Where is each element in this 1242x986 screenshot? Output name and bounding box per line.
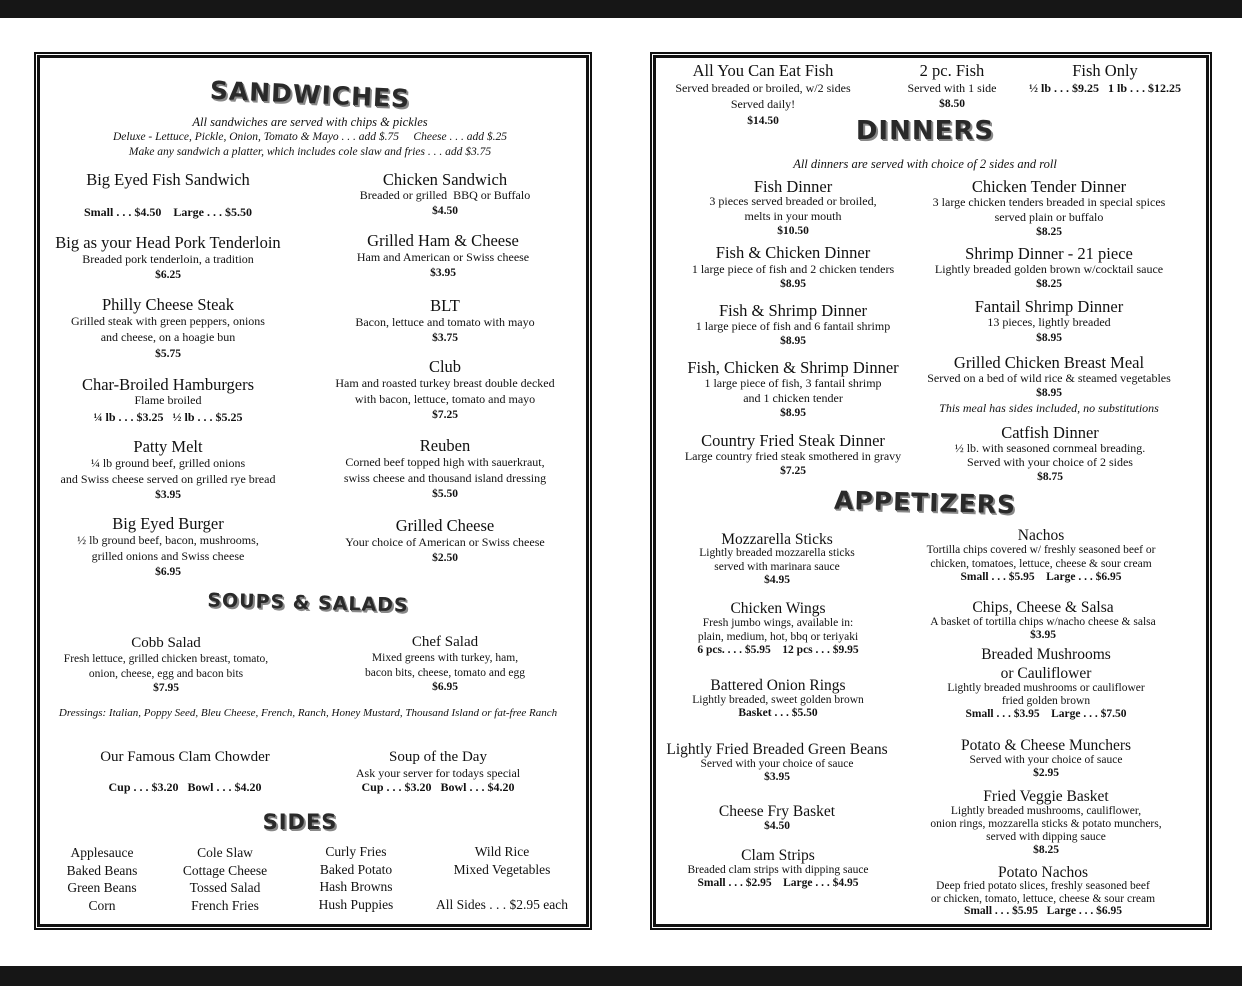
menu-item-title: Clam Strips bbox=[741, 847, 815, 864]
menu-item-desc: Lightly breaded mozzarella sticks bbox=[699, 547, 855, 559]
menu-item-desc: A basket of tortilla chips w/nacho cheese & salsa bbox=[930, 616, 1156, 628]
menu-item-title: Grilled Cheese bbox=[395, 516, 495, 535]
side-item: Cottage Cheese bbox=[182, 863, 268, 878]
menu-item-title: Shrimp Dinner - 21 piece bbox=[965, 244, 1133, 263]
menu-item-price: $7.25 bbox=[780, 465, 806, 477]
menu-item-price: Small . . . $5.95 Large . . . $6.95 bbox=[963, 905, 1123, 917]
side-item: Mixed Vegetables bbox=[453, 862, 551, 877]
side-item: Corn bbox=[88, 898, 116, 913]
menu-item-desc: Breaded clam strips with dipping sauce bbox=[687, 864, 869, 876]
menu-item-title: Potato & Cheese Munchers bbox=[960, 737, 1132, 754]
menu-item-title: 2 pc. Fish bbox=[919, 61, 985, 80]
menu-item-price: $4.50 bbox=[432, 205, 458, 217]
menu-item-price: $8.50 bbox=[939, 98, 965, 110]
side-item: Hash Browns bbox=[319, 879, 393, 894]
menu-item-desc: 1 large piece of fish and 6 fantail shrimp bbox=[695, 319, 891, 333]
menu-item-title: Big Eyed Burger bbox=[112, 514, 224, 533]
menu-item-title: Fantail Shrimp Dinner bbox=[974, 297, 1124, 316]
menu-item-desc: Served on a bed of wild rice & steamed vegetables bbox=[927, 371, 1171, 385]
soups-salads-header: SOUPS & SALADS bbox=[207, 589, 409, 617]
menu-item-price: $8.25 bbox=[1033, 844, 1059, 856]
menu-item-price: $2.95 bbox=[1033, 767, 1059, 779]
menu-item-desc: Tortilla chips covered w/ freshly seasoned beef or bbox=[926, 544, 1156, 556]
side-item: Cole Slaw bbox=[197, 845, 253, 860]
menu-item-price: 6 pcs. . . . $5.95 12 pcs . . . $9.95 bbox=[697, 644, 859, 656]
menu-item-title: Fish Dinner bbox=[753, 177, 833, 196]
menu-item-desc: Ham and American or Swiss cheese bbox=[356, 250, 530, 264]
menu-item-title: Grilled Chicken Breast Meal bbox=[953, 353, 1145, 372]
menu-item-title: Fish & Chicken Dinner bbox=[715, 243, 871, 262]
menu-item-price: Cup . . . $3.20 Bowl . . . $4.20 bbox=[361, 780, 515, 794]
menu-item-price: $3.95 bbox=[430, 267, 456, 279]
menu-item-price: Cup . . . $3.20 Bowl . . . $4.20 bbox=[108, 780, 262, 794]
menu-item-desc: Breaded or grilled BBQ or Buffalo bbox=[359, 188, 531, 202]
menu-item-desc: served with dipping sauce bbox=[986, 831, 1106, 843]
menu-item-desc: and 1 chicken tender bbox=[743, 391, 843, 405]
menu-item-title: Grilled Ham & Cheese bbox=[367, 231, 519, 250]
menu-item-price: $4.50 bbox=[764, 820, 790, 832]
menu-item-desc: 13 pieces, lightly breaded bbox=[987, 315, 1111, 329]
menu-item-title: Chicken Wings bbox=[730, 600, 826, 617]
menu-item-price: $4.95 bbox=[764, 574, 790, 586]
menu-item-desc: Fresh jumbo wings, available in: bbox=[702, 617, 854, 629]
menu-item-title: Chicken Tender Dinner bbox=[971, 177, 1127, 196]
side-item: Hush Puppies bbox=[318, 897, 394, 912]
dressings-note: Dressings: Italian, Poppy Seed, Bleu Cheese, French, Ranch, Honey Mustard, Thousand Island or fat-free Ranch bbox=[58, 707, 558, 719]
menu-item-price: Basket . . . $5.50 bbox=[738, 707, 818, 719]
menu-item-desc: Breaded pork tenderloin, a tradition bbox=[82, 252, 254, 266]
menu-item-price: $3.95 bbox=[764, 771, 790, 783]
side-item: Green Beans bbox=[67, 880, 137, 895]
menu-item-price: $7.95 bbox=[153, 682, 179, 694]
menu-item-desc: Fresh lettuce, grilled chicken breast, tomato, bbox=[63, 653, 269, 665]
menu-item-desc: chicken, tomatoes, lettuce, cheese & sour cream bbox=[930, 558, 1152, 570]
menu-item-title: Country Fried Steak Dinner bbox=[701, 431, 885, 450]
menu-item-price: $2.50 bbox=[432, 552, 458, 564]
menu-item-desc: onion rings, mozzarella sticks & potato munchers, bbox=[930, 818, 1162, 830]
menu-item-desc: served plain or buffalo bbox=[994, 210, 1104, 224]
appetizers-header: APPETIZERS bbox=[833, 485, 1017, 520]
menu-item-desc: Lightly breaded golden brown w/cocktail sauce bbox=[934, 262, 1164, 276]
sandwiches-intro-2: Deluxe - Lettuce, Pickle, Onion, Tomato & Mayo . . . add $.75 Cheese . . . add $.25 bbox=[112, 131, 508, 143]
menu-item-title: Mozzarella Sticks bbox=[721, 531, 833, 548]
menu-item-desc: 3 pieces served breaded or broiled, bbox=[709, 194, 877, 208]
menu-item-price: $6.25 bbox=[155, 269, 181, 281]
side-item: French Fries bbox=[191, 898, 259, 913]
menu-item-desc: Served breaded or broiled, w/2 sides bbox=[675, 81, 851, 95]
side-item: Baked Potato bbox=[319, 862, 393, 877]
menu-item-desc: Served with 1 side bbox=[907, 81, 997, 95]
side-item: Baked Beans bbox=[66, 863, 138, 878]
menu-item-title: Reuben bbox=[419, 436, 471, 455]
menu-item-desc: Bacon, lettuce and tomato with mayo bbox=[355, 315, 535, 329]
menu-item-desc: ½ lb. with seasoned cornmeal breading. bbox=[954, 441, 1146, 455]
menu-item-title: Battered Onion Rings bbox=[710, 677, 846, 694]
menu-item-price: Small . . . $3.95 Large . . . $7.50 bbox=[965, 708, 1127, 720]
menu-item-price: $8.75 bbox=[1037, 471, 1063, 483]
menu-item-desc: Served with your choice of sauce bbox=[700, 758, 854, 770]
menu-item-title: Philly Cheese Steak bbox=[102, 295, 234, 314]
sandwiches-intro-1: All sandwiches are served with chips & pickles bbox=[192, 115, 428, 129]
menu-item-price: Small . . . $4.50 Large . . . $5.50 bbox=[84, 205, 252, 219]
menu-item-desc: Flame broiled bbox=[134, 393, 202, 407]
menu-item-desc: Lightly breaded mushrooms, cauliflower, bbox=[950, 805, 1142, 817]
menu-item-title: Cobb Salad bbox=[131, 635, 201, 651]
menu-item-desc: or chicken, tomato, lettuce, cheese & sour cream bbox=[930, 893, 1156, 905]
sandwiches-intro-3: Make any sandwich a platter, which includes cole slaw and fries . . . add $3.75 bbox=[128, 146, 492, 158]
menu-item-price: $8.95 bbox=[780, 278, 806, 290]
menu-item-desc: ¼ lb ground beef, grilled onions bbox=[90, 456, 246, 470]
menu-item-title: Lightly Fried Breaded Green Beans bbox=[666, 741, 888, 758]
menu-item-price: $3.75 bbox=[432, 332, 458, 344]
menu-item-price: $6.95 bbox=[432, 681, 458, 693]
menu-item-price: ¼ lb . . . $3.25 ½ lb . . . $5.25 bbox=[93, 410, 243, 424]
menu-item-title: Cheese Fry Basket bbox=[718, 803, 836, 820]
menu-item-title: All You Can Eat Fish bbox=[692, 61, 834, 80]
menu-item-desc: ½ lb ground beef, bacon, mushrooms, bbox=[77, 533, 259, 547]
dinners-header: DINNERS bbox=[855, 116, 995, 146]
menu-item-desc: Corned beef topped high with sauerkraut, bbox=[345, 455, 545, 469]
menu-item-desc: Lightly breaded mushrooms or cauliflower bbox=[947, 682, 1145, 694]
menu-item-price: $8.95 bbox=[780, 335, 806, 347]
menu-item-desc: Grilled steak with green peppers, onions bbox=[71, 314, 265, 328]
menu-item-desc: 1 large piece of fish, 3 fantail shrimp bbox=[704, 376, 882, 390]
menu-item-title: Chef Salad bbox=[411, 634, 479, 650]
menu-item-price: $8.25 bbox=[1036, 278, 1062, 290]
menu-item-desc: served with marinara sauce bbox=[714, 561, 840, 573]
menu-item-title: Patty Melt bbox=[133, 437, 203, 456]
menu-item-desc: 3 large chicken tenders breaded in special spices bbox=[932, 195, 1166, 209]
menu-item-desc: Your choice of American or Swiss cheese bbox=[345, 535, 545, 549]
menu-item-desc: swiss cheese and thousand island dressing bbox=[343, 471, 547, 485]
side-item: Wild Rice bbox=[474, 844, 530, 859]
menu-item-title: Fried Veggie Basket bbox=[983, 788, 1109, 805]
menu-item-title: Big as your Head Pork Tenderloin bbox=[55, 233, 281, 252]
menu-item-title: Fish & Shrimp Dinner bbox=[718, 301, 868, 320]
menu-item-desc: Deep fried potato slices, freshly seasoned beef bbox=[936, 880, 1150, 892]
menu-item-title: Nachos bbox=[1017, 527, 1065, 544]
menu-item-title: Fish, Chicken & Shrimp Dinner bbox=[687, 358, 899, 377]
menu-item-desc: 1 large piece of fish and 2 chicken tenders bbox=[691, 262, 895, 276]
menu-item-desc: and Swiss cheese served on grilled rye bread bbox=[60, 472, 276, 486]
menu-item-desc: melts in your mouth bbox=[744, 209, 842, 223]
menu-item-title: or Cauliflower bbox=[1000, 665, 1092, 682]
menu-item-title: Breaded Mushrooms bbox=[981, 646, 1111, 663]
side-item: Tossed Salad bbox=[189, 880, 261, 895]
menu-item-title: Soup of the Day bbox=[389, 749, 487, 765]
menu-item-title: Chips, Cheese & Salsa bbox=[972, 599, 1114, 616]
sides-price: All Sides . . . $2.95 each bbox=[436, 897, 568, 912]
menu-item-price: $3.95 bbox=[1030, 629, 1056, 641]
menu-item-title: BLT bbox=[430, 296, 460, 315]
menu-item-price: Small . . . $5.95 Large . . . $6.95 bbox=[960, 571, 1122, 583]
menu-item-price: $7.25 bbox=[432, 409, 458, 421]
menu-item-price: $8.95 bbox=[780, 407, 806, 419]
menu-item-desc: and cheese, on a hoagie bun bbox=[100, 330, 236, 344]
menu-item-desc: grilled onions and Swiss cheese bbox=[91, 549, 245, 563]
menu-item-desc: plain, medium, hot, bbq or teriyaki bbox=[697, 631, 859, 643]
menu-item-desc: Served daily! bbox=[730, 97, 796, 111]
menu-item-desc: bacon bits, cheese, tomato and egg bbox=[365, 667, 525, 679]
menu-item-title: Our Famous Clam Chowder bbox=[100, 749, 270, 765]
menu-item-price: ½ lb . . . $9.25 1 lb . . . $12.25 bbox=[1028, 81, 1182, 95]
side-item: Applesauce bbox=[70, 845, 134, 860]
menu-item-desc: with bacon, lettuce, tomato and mayo bbox=[354, 392, 536, 406]
menu-item-title: Big Eyed Fish Sandwich bbox=[86, 170, 250, 189]
sandwiches-header: SANDWICHES bbox=[209, 75, 411, 114]
menu-item-title: Fish Only bbox=[1072, 61, 1138, 80]
menu-item-desc: Mixed greens with turkey, ham, bbox=[371, 652, 519, 664]
menu-item-price: $10.50 bbox=[777, 225, 809, 237]
sides-header: SIDES bbox=[262, 810, 338, 834]
menu-item-price: $6.95 bbox=[155, 566, 181, 578]
menu-item-desc: Large country fried steak smothered in gravy bbox=[684, 449, 902, 463]
menu-item-desc: Lightly breaded, sweet golden brown bbox=[692, 694, 864, 706]
dinners-intro: All dinners are served with choice of 2 sides and roll bbox=[793, 157, 1057, 171]
menu-item-desc: onion, cheese, egg and bacon bits bbox=[88, 668, 244, 680]
menu-item-note: This meal has sides included, no substitutions bbox=[939, 401, 1159, 415]
menu-item-title: Club bbox=[428, 357, 462, 376]
menu-item-desc: Ask your server for todays special bbox=[355, 766, 521, 780]
menu-item-price: $8.95 bbox=[1036, 387, 1062, 399]
menu-item-desc: fried golden brown bbox=[1001, 695, 1091, 707]
menu-item-desc: Served with your choice of 2 sides bbox=[967, 455, 1133, 469]
menu-item-price: Small . . . $2.95 Large . . . $4.95 bbox=[697, 877, 859, 889]
menu-item-price: $5.50 bbox=[432, 488, 458, 500]
menu-item-price: $3.95 bbox=[155, 489, 181, 501]
menu-item-title: Chicken Sandwich bbox=[382, 170, 508, 189]
side-item: Curly Fries bbox=[325, 844, 387, 859]
menu-item-title: Potato Nachos bbox=[998, 864, 1088, 881]
menu-item-price: $5.75 bbox=[155, 348, 181, 360]
menu-item-desc: Served with your choice of sauce bbox=[969, 754, 1123, 766]
menu-item-desc: Ham and roasted turkey breast double decked bbox=[335, 376, 555, 390]
menu-item-price: $8.25 bbox=[1036, 226, 1062, 238]
menu-item-title: Catfish Dinner bbox=[1001, 423, 1099, 442]
menu-item-title: Char-Broiled Hamburgers bbox=[81, 375, 255, 394]
menu-item-price: $8.95 bbox=[1036, 332, 1062, 344]
menu-item-price: $14.50 bbox=[747, 115, 779, 127]
